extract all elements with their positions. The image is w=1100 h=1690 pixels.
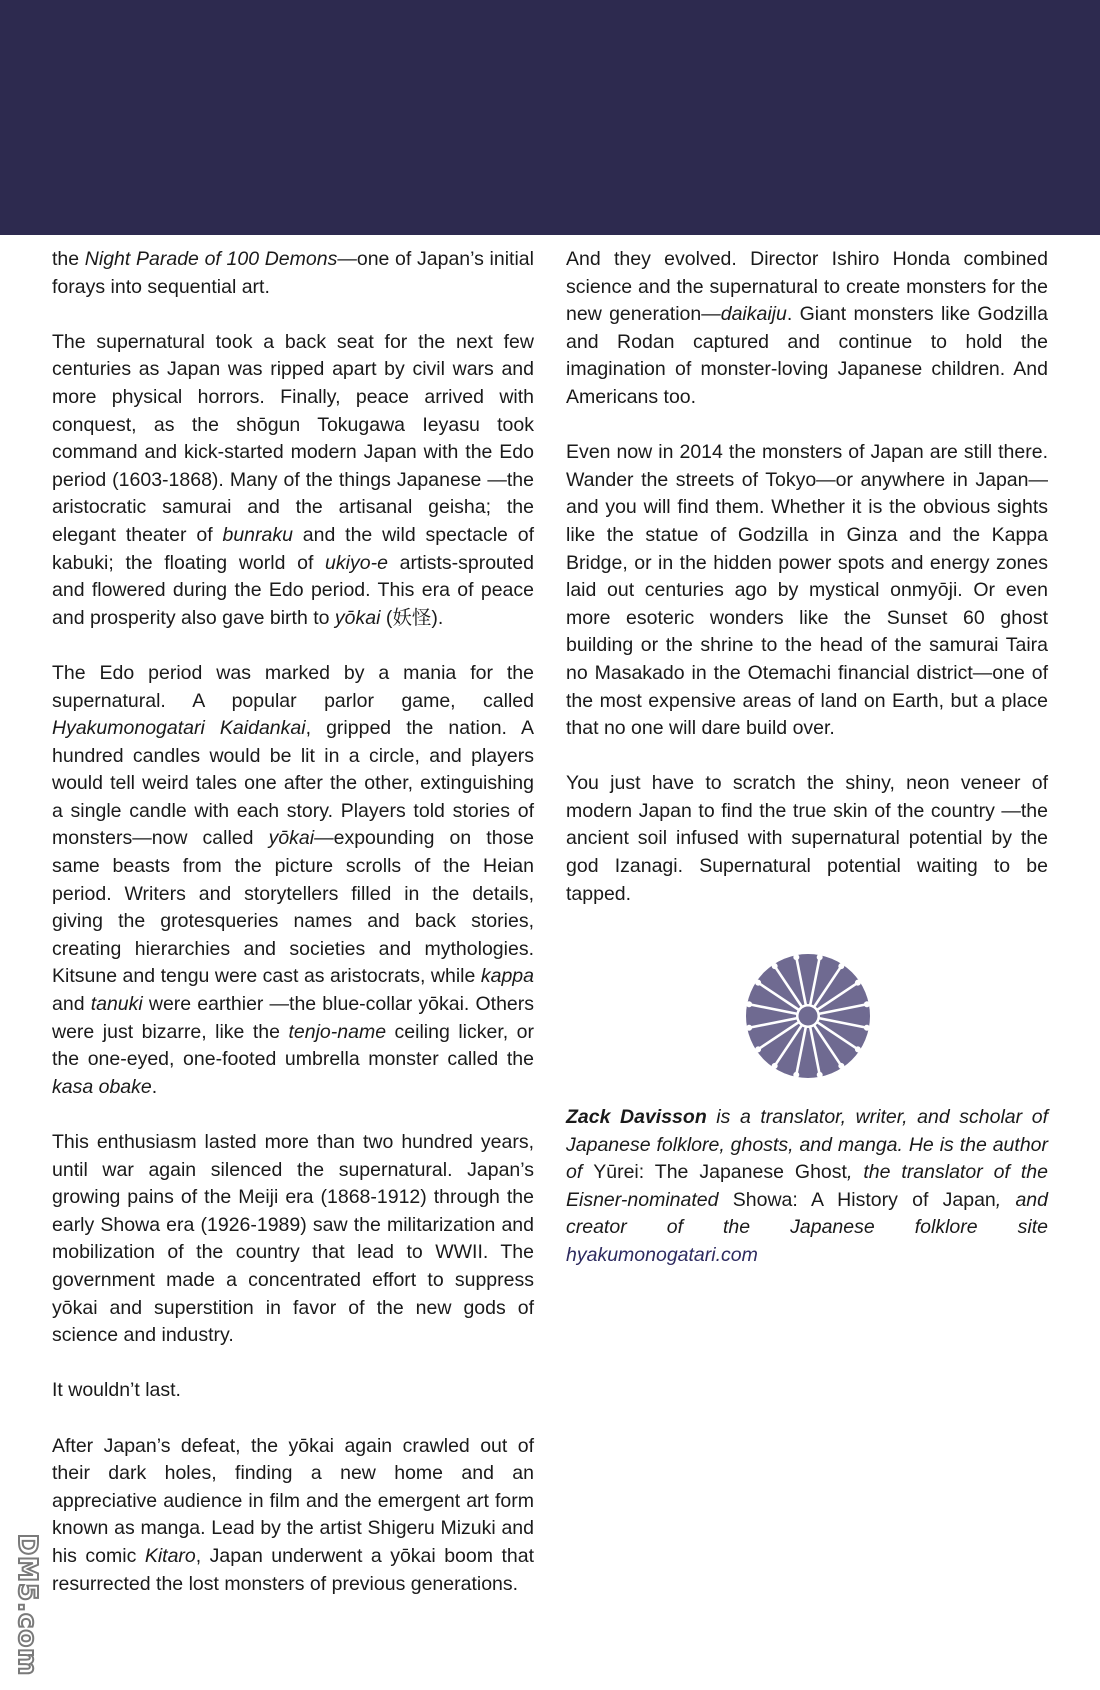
- paragraph: the Night Parade of 100 Demons—one of Japan’s initial forays into sequential art.: [52, 248, 534, 298]
- paragraph: And they evolved. Director Ishiro Honda combined science and the supernatural to create monsters for the new generation—daikaiju. Giant monsters like Godzilla and Rodan captured and continue to hold the imagination of monster-loving Japanese children. And Americans too.: [566, 248, 1048, 408]
- paragraph: You just have to scratch the shiny, neon veneer of modern Japan to find the true skin of the country —the ancient soil infused with supernatural potential by the god Izanagi. Supernatural potential waiting to be tapped.: [566, 772, 1048, 905]
- paragraph: It wouldn’t last.: [52, 1379, 181, 1402]
- chrysanthemum-crest-icon: [744, 952, 872, 1080]
- paragraph: After Japan’s defeat, the yōkai again crawled out of their dark holes, finding a new home and an appreciative audience in film and the emergent art form known as manga. Lead by the artist Shigeru Mizuki and his comic Kitaro, Japan underwent a yōkai boom that resurrected the lost monsters of previous generations.: [52, 1434, 534, 1595]
- paragraph: Even now in 2014 the monsters of Japan are still there. Wander the streets of Tokyo—or anywhere in Japan—and you will find them. Whether it is the obvious sights like the statue of Godzilla in Ginza and the Kappa Bridge, or in the hidden power spots and energy zones laid out centuries ago by mystical onmyōji. Or even more esoteric wonders like the Sunset 60 ghost building or the shrine to the head of the samurai Taira no Masakado in the Otemachi financial district—one of the most expensive areas of land on Earth, but a place that no one will dare build over.: [566, 441, 1048, 740]
- watermark-logo: DM5.com: [12, 1533, 42, 1677]
- book-title: Showa: A History of Japan: [732, 1188, 996, 1211]
- paragraph: The Edo period was marked by a mania for the supernatural. A popular parlor game, called Hyakumonogatari Kaidankai, gripped the nation. A hundred candles would be lit in a circle, and players would tell weird tales one after the other, extinguishing a single candle with each story. Players told stories of monsters—now called yōkai—expounding on those same beasts from the picture scrolls of the Heian period. Writers and storytellers filled in the details, giving the grotesqueries names and back stories, creating hierarchies and societies and mythologies. Kitsune and tengu were cast as aristocrats, while kappa and tanuki were earthier —the blue-collar yōkai. Others were just bizarre, like the tenjo-name ceiling licker, or the one-eyed, one-footed umbrella monster called the kasa obake.: [52, 661, 535, 1098]
- paragraph: This enthusiasm lasted more than two hundred years, until war again silenced the supernatural. Japan’s growing pains of the Meiji era (1868-1912) through the early Showa era (1926-1989) saw the militarization and mobilization of the country that lead to WWII. The government made a concentrated effort to suppress yōkai and superstition in favor of the new gods of science and industry.: [52, 1131, 534, 1347]
- left-column: [52, 246, 534, 1598]
- header-band: [0, 0, 1100, 235]
- right-column: [566, 246, 1048, 908]
- paragraph: The supernatural took a back seat for the next few centuries as Japan was ripped apart by civil wars and more physical horrors. Finally, peace arrived with conquest, as the shōgun Tokugawa Ieyasu took command and kick-started modern Japan with the Edo period (1603-1868). Many of the things Japanese —the aristocratic samurai and the artisanal geisha; the elegant theater of bunraku and the wild spectacle of kabuki; the floating world of ukiyo-e artists-sprouted and flowered during the Edo period. This era of peace and prosperity also gave birth to yōkai (妖怪).: [52, 330, 535, 629]
- website-link[interactable]: hyakumonogatari.com: [566, 1243, 758, 1266]
- author-name: Zack Davisson: [566, 1106, 707, 1128]
- author-bio: Zack Davisson is a translator, writer, and scholar of Japanese folklore, ghosts, and manga. He is the author of Yūrei: The Japanese Ghost, the translator of the Eisner-nominated Showa: A History of Japan, and creator of the Japanese folklore site hyakumonogatari.com: [566, 1106, 1048, 1266]
- book-title: Yūrei: The Japanese Ghost: [593, 1161, 847, 1184]
